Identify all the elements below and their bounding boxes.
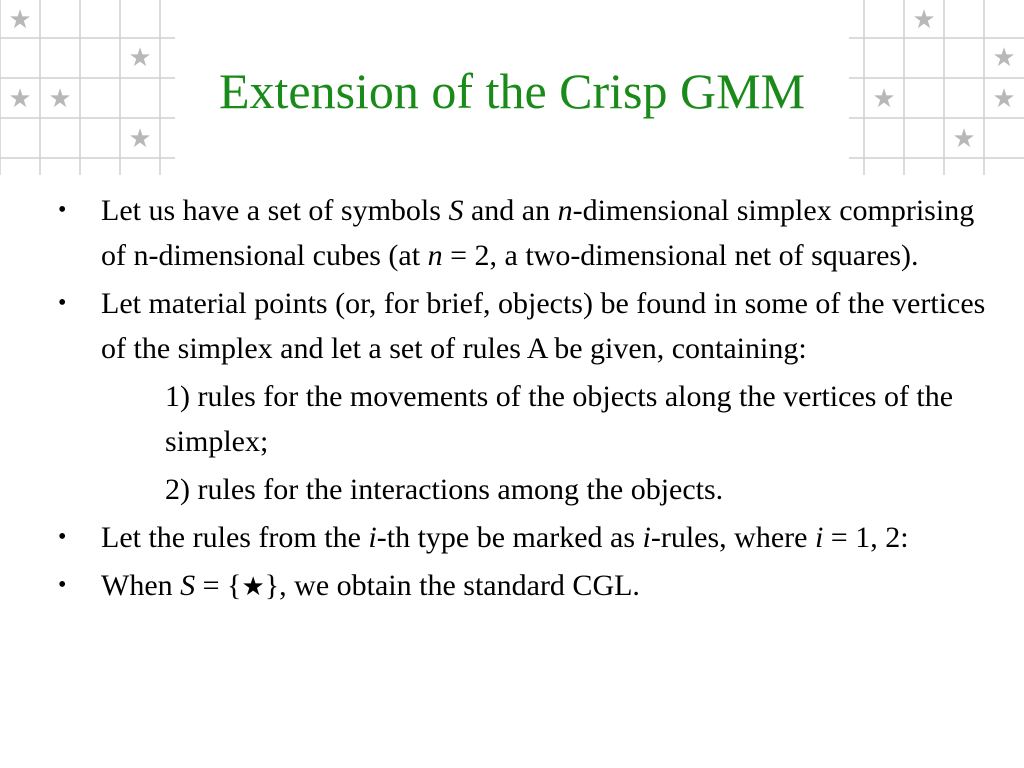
star-icon: ★ (128, 43, 152, 73)
bullet-item (58, 281, 988, 371)
bullet-text: -th type be marked as (376, 521, 643, 554)
slide-body (58, 188, 988, 613)
math-symbol: S (448, 194, 464, 227)
math-symbol: n (427, 239, 443, 272)
star-icon: ★ (872, 84, 896, 114)
star-icon: ★ (992, 84, 1016, 114)
bullet-text: = { (195, 569, 242, 602)
bullet-text: When (101, 569, 181, 602)
star-icon: ★ (912, 5, 936, 35)
bullet-marker: • (58, 290, 67, 316)
bullet-marker: • (58, 572, 67, 598)
bullet-text: and an (463, 194, 558, 227)
math-symbol: i (814, 521, 824, 554)
sub-item: 1) rules for the movements of the objects along the vertices of the simplex; (165, 380, 954, 458)
star-icon: ★ (8, 5, 32, 35)
bullet-text: = 1, 2: (823, 521, 909, 554)
bullet-text: = 2, a two-dimensional net of squares). (442, 239, 919, 272)
sub-item: 2) rules for the interactions among the objects. (165, 473, 724, 506)
bullet-text: Let the rules from the (101, 521, 369, 554)
bullet-text: Let us have a set of symbols (101, 194, 449, 227)
slide-title: Extension of the Crisp GMM (218, 63, 806, 119)
star-icon: ★ (8, 84, 32, 114)
bullet-item (58, 515, 988, 560)
math-symbol: i (642, 521, 651, 554)
math-symbol: S (180, 569, 196, 602)
star-icon: ★ (952, 124, 976, 154)
bullet-marker: • (58, 524, 67, 550)
star-icon: ★ (992, 43, 1016, 73)
bullet-text: -dimensional simplex comprising of n-dimensional cubes (at (101, 194, 975, 272)
bullet-item (58, 563, 988, 610)
bullet-marker: • (58, 197, 67, 223)
math-symbol: n (557, 194, 573, 227)
bullet-text: -rules, where (650, 521, 815, 554)
bullet-text: }, we obtain the standard CGL. (264, 569, 640, 602)
star-icon: ★ (241, 572, 265, 602)
star-icon: ★ (48, 84, 72, 114)
bullet-text: Let material points (or, for brief, objects) be found in some of the vertices of the simplex and let a set of rules A be given, containing: (101, 287, 986, 365)
bullet-item (58, 188, 988, 278)
star-icon: ★ (128, 124, 152, 154)
math-symbol: i (368, 521, 377, 554)
